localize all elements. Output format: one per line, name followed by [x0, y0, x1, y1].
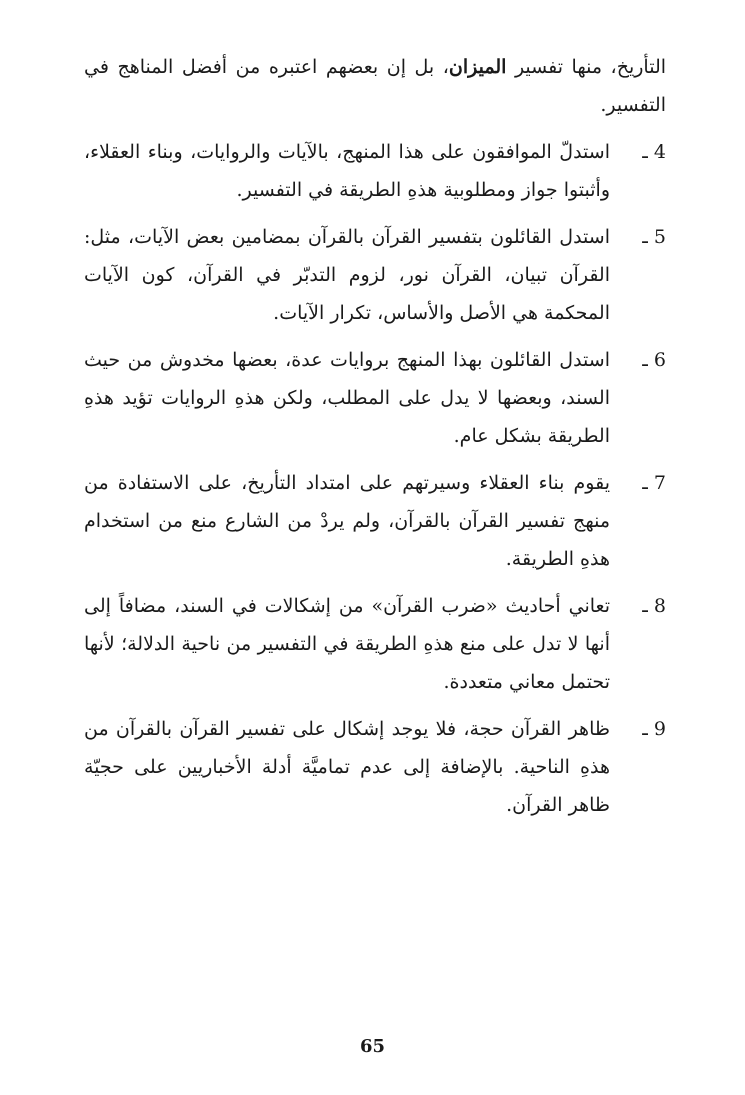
intro-text-after: ، بل إن بعضهم اعتبره من أفضل المناهج في التفسير. [84, 56, 666, 116]
item-text: ظاهر القرآن حجة، فلا يوجد إشكال على تفسير القرآن بالقرآن من هذهِ الناحية. بالإضافة إلى عدم تماميَّة أدلة الأخباريين على حجيّة ظاهر القرآن. [84, 718, 610, 816]
item-number: 8 ـ [642, 595, 666, 617]
item-number: 5 ـ [642, 226, 666, 248]
list-item [84, 133, 666, 209]
item-text: تعاني أحاديث «ضرب القرآن» من إشكالات في السند، مضافاً إلى أنها لا تدل على منع هذهِ الطريقة في التفسير من ناحية الدلالة؛ لأنها تحتمل معاني متعددة. [84, 595, 610, 693]
item-number: 9 ـ [642, 718, 666, 740]
intro-bold-term: الميزان [448, 56, 507, 78]
item-text: استدل القائلون بهذا المنهج بروايات عدة، بعضها مخدوش من حيث السند، وبعضها لا يدل على المطلب، ولكن هذهِ الروايات تؤيد هذهِ الطريقة بشكل عام. [84, 349, 610, 447]
list-item [84, 587, 666, 701]
list-item [84, 218, 666, 332]
item-number: 7 ـ [642, 472, 666, 494]
item-text: استدلّ الموافقون على هذا المنهج، بالآيات والروايات، وبناء العقلاء، وأثبتوا جواز ومطلوبية هذهِ الطريقة في التفسير. [84, 141, 610, 201]
item-text: استدل القائلون بتفسير القرآن بالقرآن بمضامين بعض الآيات، مثل: القرآن تبيان، القرآن نور، لزوم التدبّر في القرآن، كون الآيات المحكمة هي الأصل والأساس، تكرار الآيات. [84, 226, 610, 324]
list-item [84, 464, 666, 578]
list-item [84, 710, 666, 824]
intro-paragraph [84, 48, 666, 124]
item-number: 6 ـ [642, 349, 666, 371]
page-body [84, 48, 666, 833]
item-number: 4 ـ [642, 141, 666, 163]
page-number: 65 [359, 1036, 386, 1057]
item-text: يقوم بناء العقلاء وسيرتهم على امتداد التأريخ، على الاستفادة من منهج تفسير القرآن بالقرآن، ولم يردْ من الشارع منع من استخدام هذهِ الطريقة. [84, 472, 610, 570]
intro-text-before: التأريخ، منها تفسير [506, 56, 667, 78]
list-item [84, 341, 666, 455]
